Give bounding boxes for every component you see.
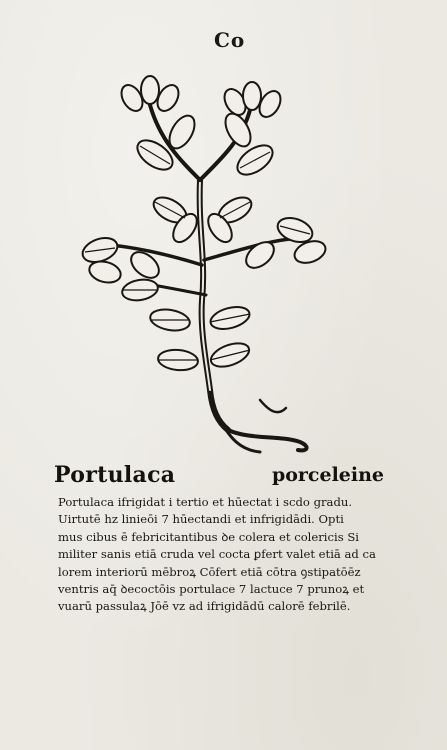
latin-name: Portulaca <box>54 462 176 488</box>
plant-woodcut-illustration <box>60 60 340 460</box>
text-line: Uirtutē hz linieōi 7 hūectandi et infrigidādi. Opti <box>58 512 344 527</box>
folio-mark: Co <box>214 28 246 52</box>
text-line: vuarū passulaꝝ Jōē vz ad ifrigidādū calorē febrilē. <box>58 599 351 614</box>
text-line: ventris aq̄ ꝺecoctōis portulace 7 lactuce 7 prunoꝝ et <box>58 582 365 597</box>
portulaca-plant-woodcut-icon <box>60 60 340 460</box>
vernacular-name: porceleine <box>271 464 384 486</box>
entry-body <box>58 494 388 616</box>
entry-heading <box>54 462 384 492</box>
text-line: Portulaca ifrigidat i tertio et hūectat i scdo gradu. <box>58 495 353 509</box>
text-line: militer sanis etiā cruda vel cocta ꝑfert valet etiā ad ca <box>58 547 376 562</box>
text-line: lorem interiorū mēbroꝝ Cōfert etiā cōtra ꝯstipatōēz <box>58 564 361 579</box>
text-line: mus cibus ē febricitantibus ꝺe colera et colericis Si <box>58 529 359 544</box>
